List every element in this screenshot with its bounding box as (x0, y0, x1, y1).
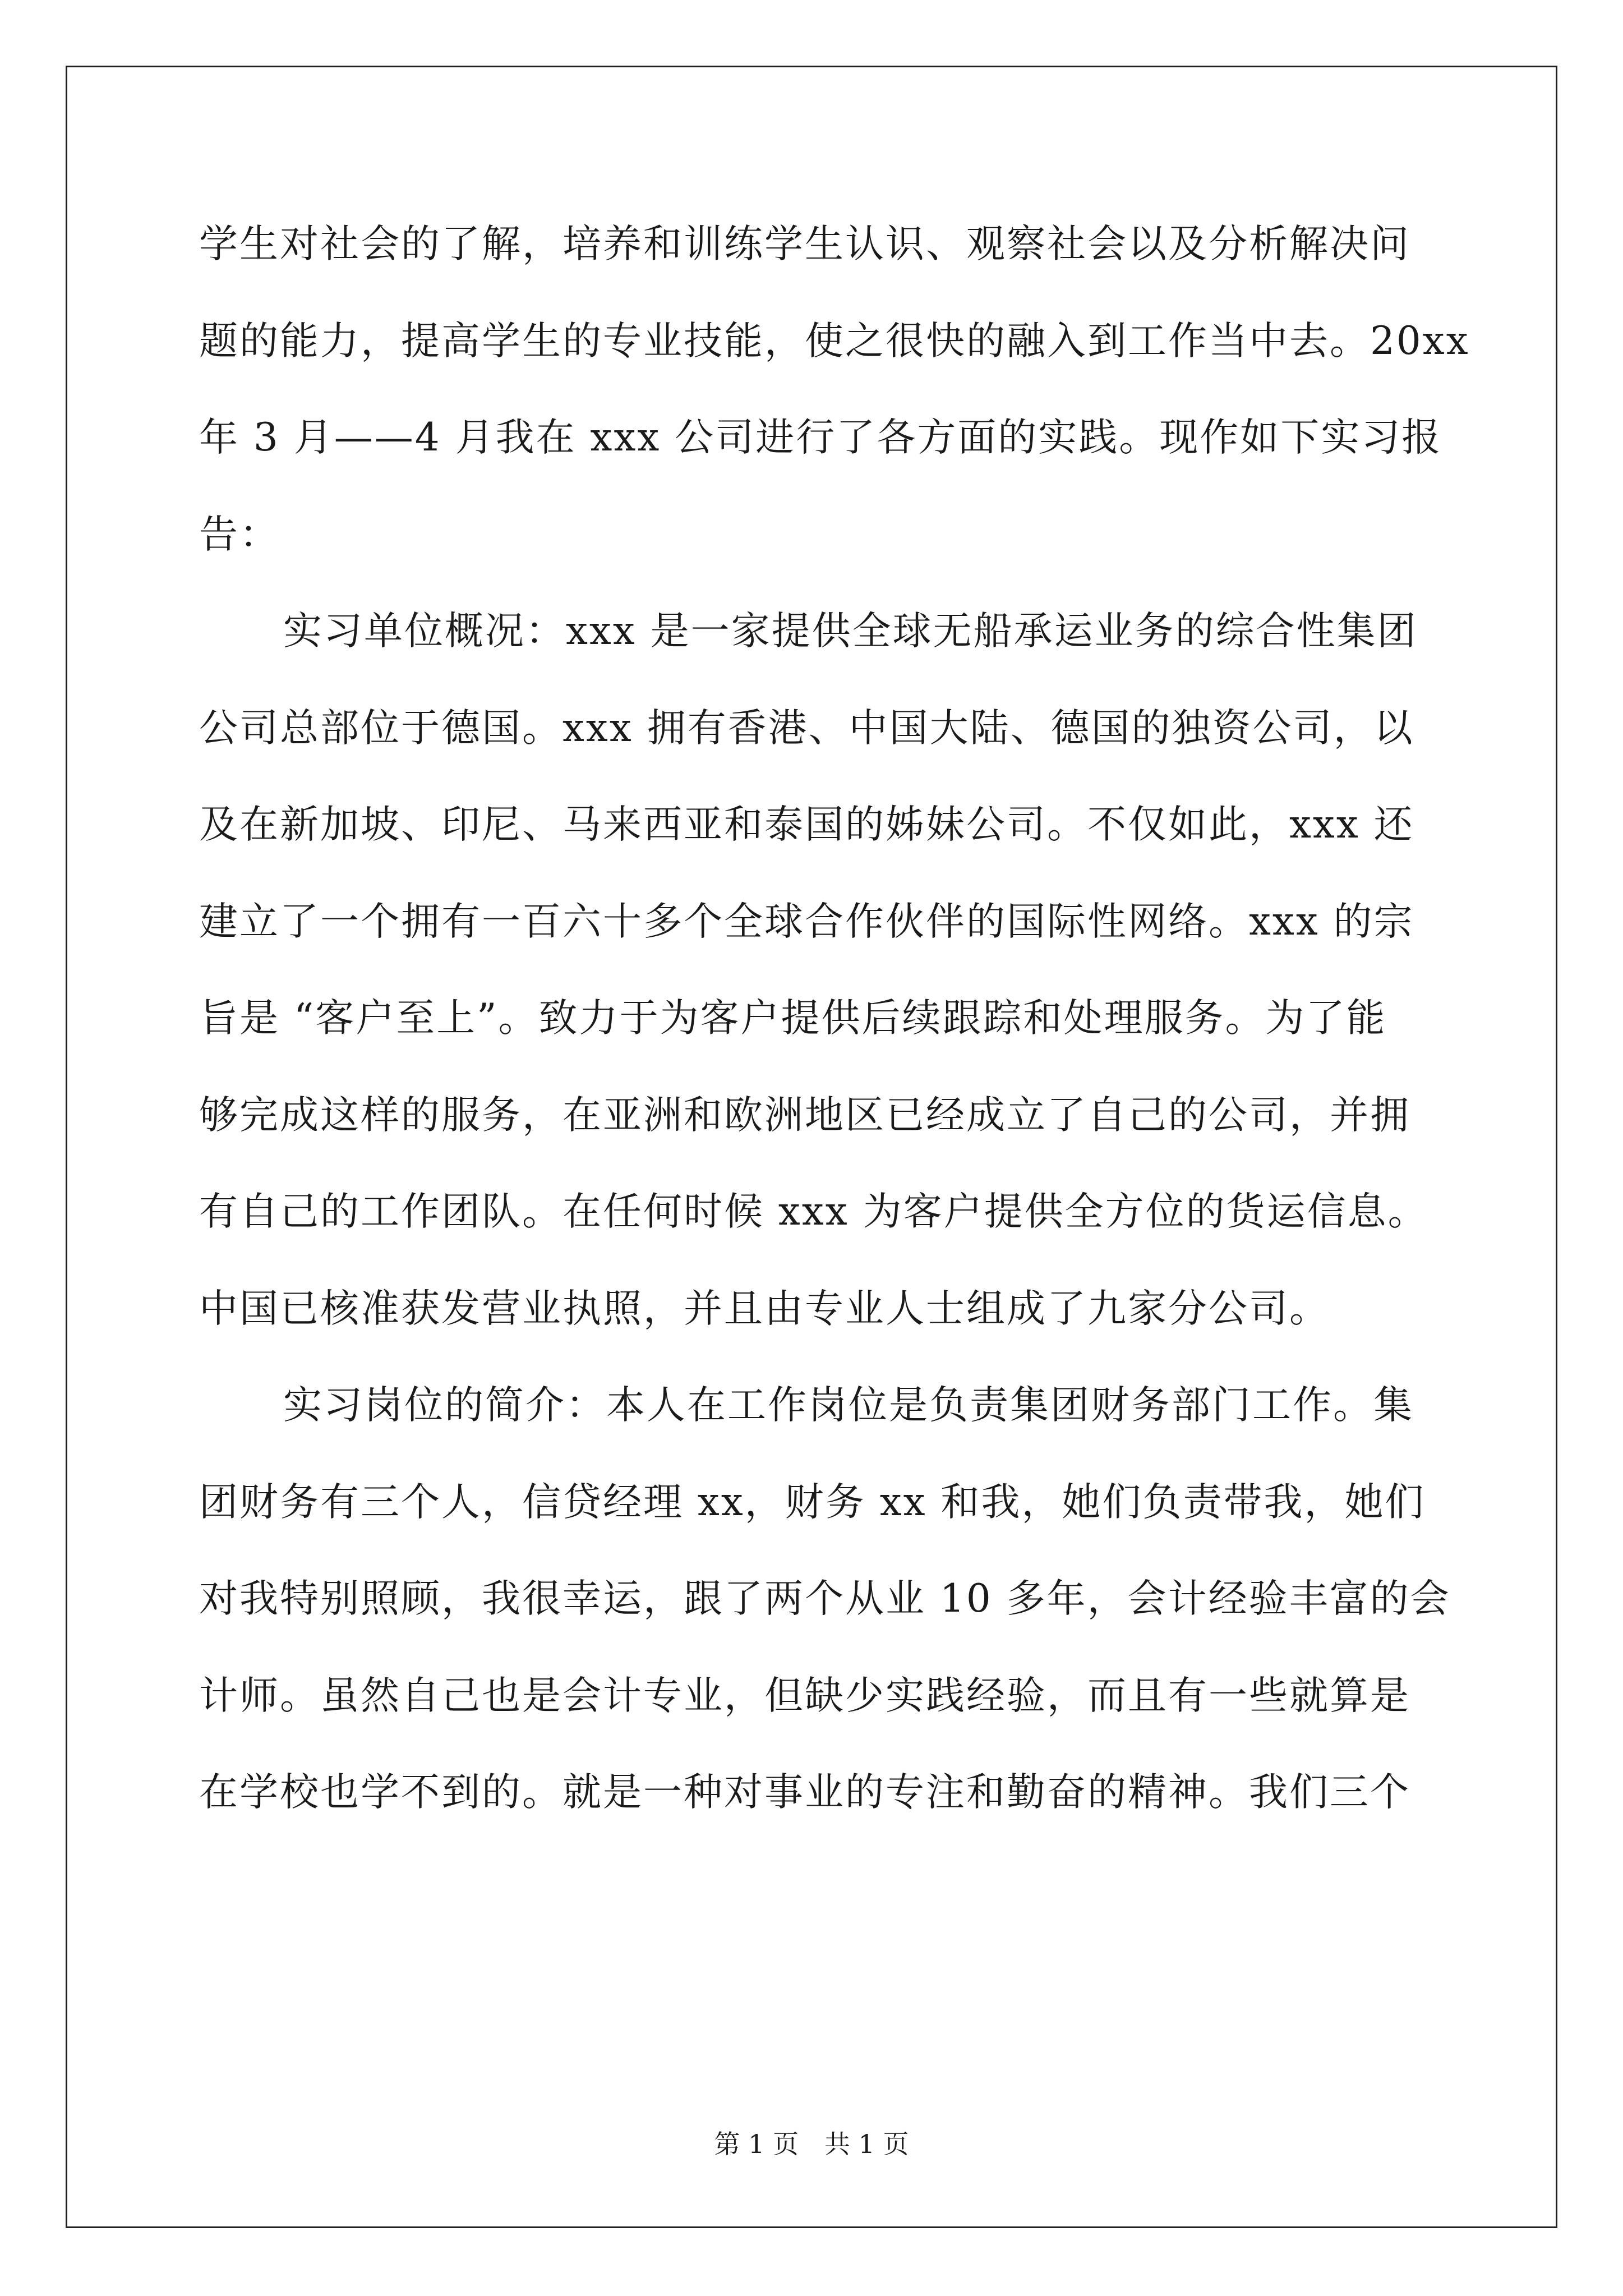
text-line-8: 建立了一个拥有一百六十多个全球合作伙伴的国际性网络。xxx 的宗 (199, 899, 1414, 944)
text-line-9: 旨是 “客户至上”。致力于为客户提供后续跟踪和处理服务。为了能 (199, 996, 1387, 1041)
text-line-15: 对我特别照顾，我很幸运，跟了两个从业 10 多年，会计经验丰富的会 (199, 1576, 1451, 1621)
paragraph-start-position-intro: 实习岗位的简介：本人在工作岗位是负责集团财务部门工作。集 (283, 1383, 1414, 1428)
text-line-14: 团财务有三个人，信贷经理 xx，财务 xx 和我，她们负责带我，她们 (199, 1479, 1426, 1525)
text-line-2: 题的能力，提高学生的专业技能，使之很快的融入到工作当中去。20xx (199, 318, 1470, 364)
paragraph-start-company-overview: 实习单位概况：xxx 是一家提供全球无船承运业务的综合性集团 (283, 609, 1418, 654)
text-line-6: 公司总部位于德国。xxx 拥有香港、中国大陆、德国的独资公司，以 (199, 705, 1414, 751)
text-line-16: 计师。虽然自己也是会计专业，但缺少实践经验，而且有一些就算是 (199, 1673, 1410, 1718)
text-line-10: 够完成这样的服务，在亚洲和欧洲地区已经成立了自己的公司，并拥 (199, 1092, 1410, 1138)
page-footer: 第 1 页 共 1 页 (714, 2129, 909, 2159)
text-line-1: 学生对社会的了解，培养和训练学生认识、观察社会以及分析解决问 (199, 222, 1410, 266)
text-line-4: 告： (199, 512, 280, 557)
document-body (199, 216, 1470, 1861)
text-line-11: 有自己的工作团队。在任何时候 xxx 为客户提供全方位的货运信息。 (199, 1189, 1428, 1234)
text-line-12: 中国已核准获发营业执照，并且由专业人士组成了九家分公司。 (199, 1286, 1330, 1331)
text-line-3: 年 3 月——4 月我在 xxx 公司进行了各方面的实践。现作如下实习报 (199, 415, 1442, 460)
text-line-17: 在学校也学不到的。就是一种对事业的专注和勤奋的精神。我们三个 (199, 1770, 1410, 1815)
text-line-7: 及在新加坡、印尼、马来西亚和泰国的姊妹公司。不仅如此，xxx 还 (199, 802, 1414, 847)
